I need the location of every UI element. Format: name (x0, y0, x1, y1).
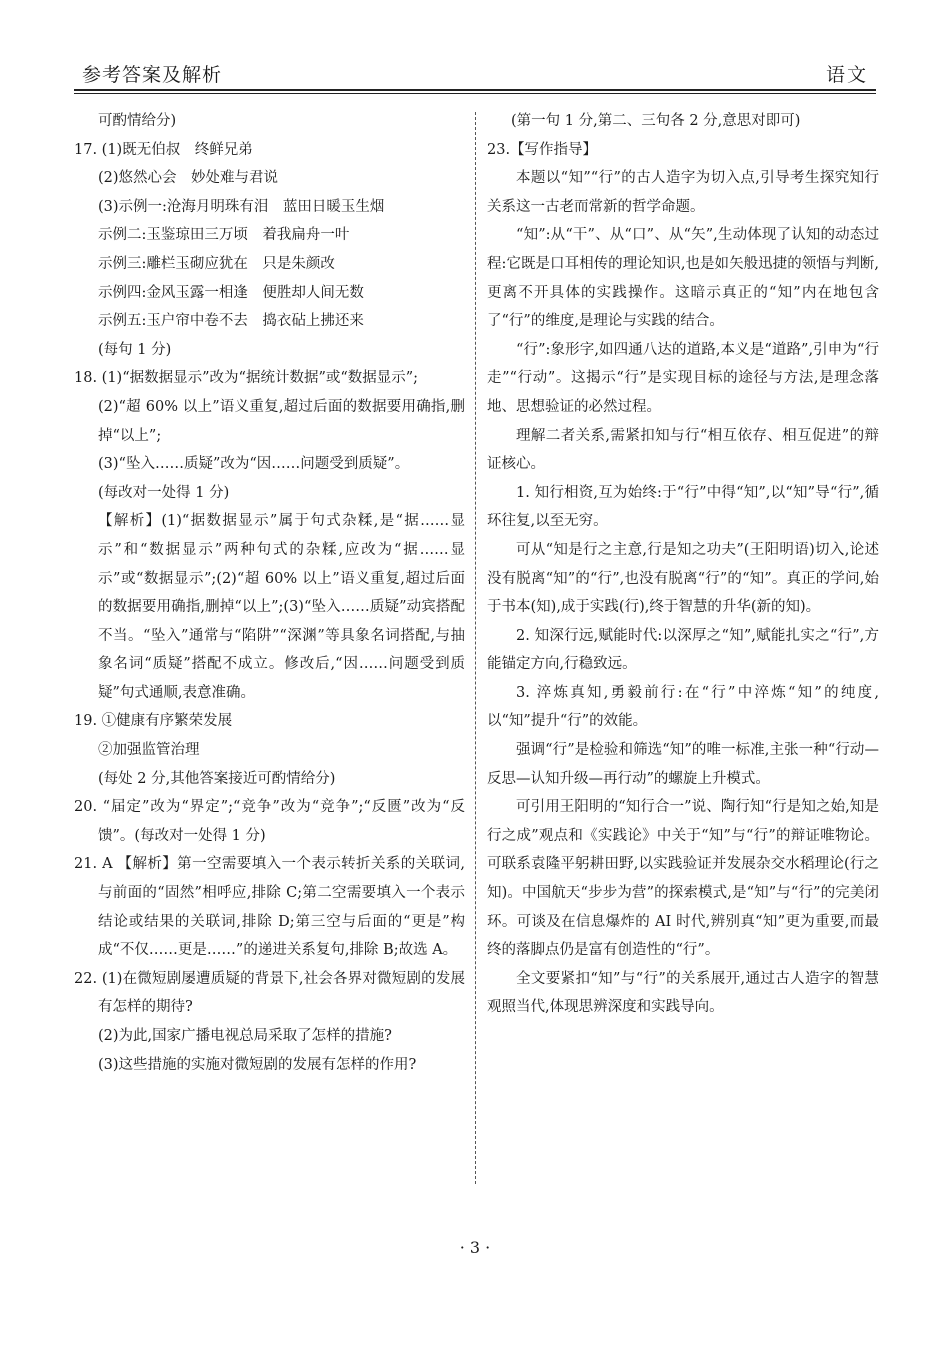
answer-paragraph: 示例三:雕栏玉砌应犹在 只是朱颜改 (98, 255, 335, 272)
answer-paragraph: 可引用王阳明的“知行合一”说、陶行知“行是知之始,知是行之成”观点和《实践论》中关于“知”与“行”的辩证唯物论。可联系袁隆平躬耕田野,以实践验证并发展杂交水稻理论(行之知)。中国航天“步步为营”的探索模式,是“知”与“行”的完美闭环。可谈及在信息爆炸的 AI 时代,辨别真“知”更为重要,而最终的落脚点仍是富有创造性的“行”。 (487, 799, 879, 959)
header-rule-thin (74, 93, 876, 94)
header-rule-thick (74, 89, 876, 91)
answer-paragraph: ②加强监管治理 (98, 742, 200, 759)
running-header-subject: 语文 (825, 64, 868, 86)
answer-paragraph: 理解二者关系,需紧扣知与行“相互依存、相互促进”的辩证核心。 (487, 427, 879, 473)
answer-paragraph: 【解析】(1)“据数据显示”属于句式杂糅,是“据……显示”和“数据显示”两种句式的杂糅,应改为“据……显示”或“数据显示”;(2)“超 60% 以上”语义重复,超过后面的数据要用确指,删掉“以上”;(3)“坠入……质疑”动宾搭配不当。“坠入”通常与“陷阱”“深渊”等具象名词搭配,与抽象名词“质疑”搭配不成立。修改后,“因……问题受到质疑”句式通顺,表意准确。 (98, 513, 465, 701)
answer-paragraph: 18. (1)“据数据显示”改为“据统计数据”或“数据显示”; (74, 370, 419, 387)
answer-paragraph: (每句 1 分) (98, 341, 172, 358)
answer-paragraph: (每处 2 分,其他答案接近可酌情给分) (98, 770, 336, 787)
column-divider (475, 112, 476, 1184)
answer-paragraph: 21. A 【解析】第一空需要填入一个表示转折关系的关联词,与前面的“固然”相呼应,排除 C;第二空需要填入一个表示结论或结果的关联词,排除 D;第三空与后面的“更是”构成“不仅……更是……”的递进关系复句,排除 B;故选 A。 (74, 856, 465, 959)
answer-paragraph: 示例五:玉户帘中卷不去 捣衣砧上拂还来 (98, 313, 364, 330)
answer-paragraph: 17. (1)既无伯叔 终鲜兄弟 (74, 141, 253, 158)
answer-paragraph: 3. 淬炼真知,勇毅前行:在“行”中淬炼“知”的纯度,以“知”提升“行”的效能。 (487, 684, 879, 730)
running-header-title: 参考答案及解析 (82, 64, 223, 86)
answer-paragraph: “行”:象形字,如四通八达的道路,本义是“道路”,引申为“行走”“行动”。这揭示“行”是实现目标的途径与方法,是理念落地、思想验证的必然过程。 (487, 341, 879, 415)
answer-paragraph: (3)“坠入……质疑”改为“因……问题受到质疑”。 (98, 456, 410, 473)
answer-paragraph: 22. (1)在微短剧屡遭质疑的背景下,社会各界对微短剧的发展有怎样的期待? (74, 970, 465, 1016)
left-column (74, 107, 465, 1079)
answer-paragraph: 全文要紧扣“知”与“行”的关系展开,通过古人造字的智慧观照当代,体现思辨深度和实践导向。 (487, 970, 879, 1016)
answer-paragraph: (2)为此,国家广播电视总局采取了怎样的措施? (98, 1028, 392, 1044)
answer-paragraph: (2)“超 60% 以上”语义重复,超过后面的数据要用确指,删掉“以上”; (98, 398, 465, 444)
answer-paragraph: 20. “届定”改为“界定”;“竞争”改为“竞争”;“反匮”改为“反馈”。(每改对一处得 1 分) (74, 799, 465, 844)
answer-paragraph: (3)示例一:沧海月明珠有泪 蓝田日暖玉生烟 (98, 198, 385, 215)
page-number: · 3 · (459, 1238, 491, 1257)
right-column (487, 107, 879, 1022)
answer-paragraph: 示例二:玉鉴琼田三万顷 着我扁舟一叶 (98, 227, 350, 244)
answer-paragraph: 可酌情给分) (98, 113, 177, 129)
answer-paragraph: 强调“行”是检验和筛选“知”的唯一标准,主张一种“行动—反思—认知升级—再行动”的螺旋上升模式。 (487, 742, 879, 787)
answer-paragraph: (每改对一处得 1 分) (98, 484, 230, 501)
answer-paragraph: 2. 知深行远,赋能时代:以深厚之“知”,赋能扎实之“行”,方能锚定方向,行稳致远。 (487, 627, 879, 673)
answer-paragraph: (2)悠然心会 妙处难与君说 (98, 170, 279, 187)
answer-paragraph: 1. 知行相资,互为始终:于“行”中得“知”,以“知”导“行”,循环往复,以至无穷。 (487, 484, 879, 530)
answer-paragraph: (第一句 1 分,第二、三句各 2 分,意思对即可) (511, 113, 801, 129)
answer-paragraph: 可从“知是行之主意,行是知之功夫”(王阳明语)切入,论述没有脱离“知”的“行”,也没有脱离“行”的“知”。真正的学问,始于书本(知),成于实践(行),终于智慧的升华(新的知)。 (487, 541, 879, 616)
answer-paragraph: (3)这些措施的实施对微短剧的发展有怎样的作用? (98, 1056, 417, 1073)
answer-paragraph: 示例四:金风玉露一相逢 便胜却人间无数 (98, 284, 364, 301)
answer-paragraph: 本题以“知”“行”的古人造字为切入点,引导考生探究知行关系这一古老而常新的哲学命题。 (487, 170, 879, 215)
answer-paragraph: “知”:从“干”、从“口”、从“矢”,生动体现了认知的动态过程:它既是口耳相传的理论知识,也是如矢般迅捷的领悟与判断,更离不开具体的实践操作。这暗示真正的“知”内在地包含了“行”的维度,是理论与实践的结合。 (487, 227, 879, 330)
answer-paragraph: 23.【写作指导】 (487, 141, 598, 158)
answer-paragraph: 19. ①健康有序繁荣发展 (74, 713, 233, 730)
